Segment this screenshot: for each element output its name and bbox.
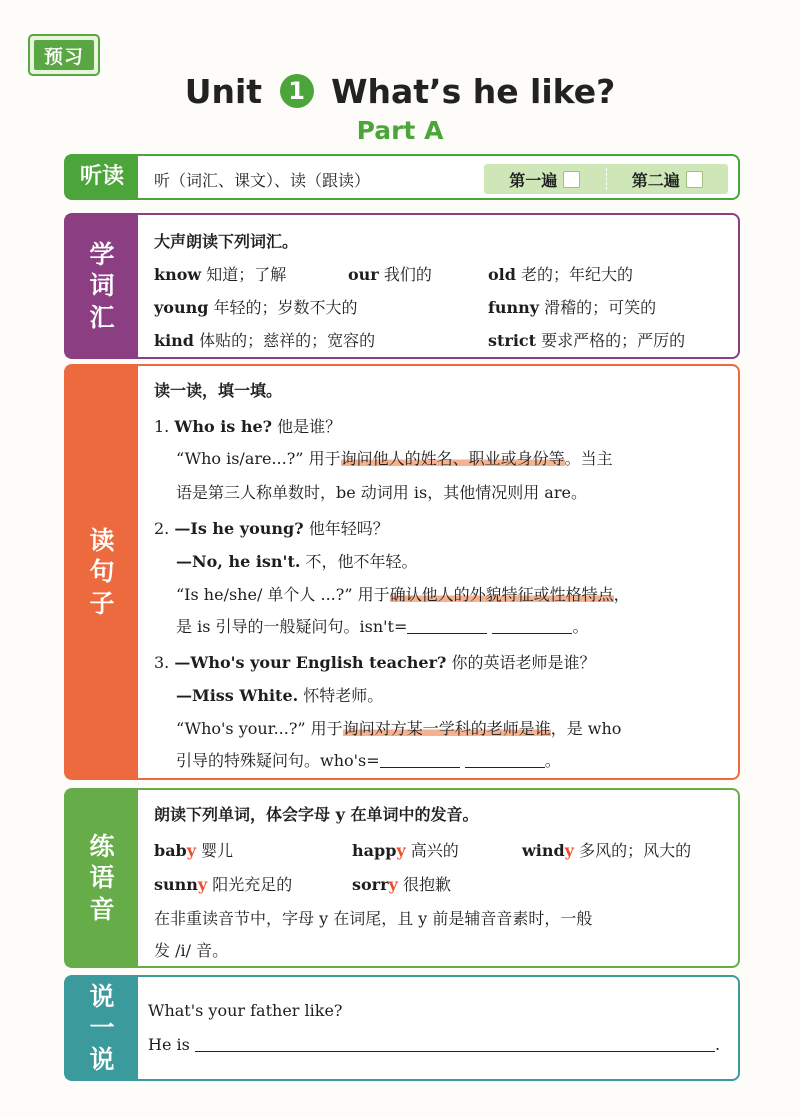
- sentence-3-answer: [176, 683, 383, 706]
- sentence-1-note-line-2: 语是第三人称单数时，be 动词用 is，其他情况则用 are。: [176, 483, 587, 502]
- note-text: “Who is/are...?” 用于: [176, 449, 341, 468]
- note-text: 是 is 引导的一般疑问句。isn't=: [176, 617, 408, 636]
- highlighted-text: 确认他人的外貌特征或性格特点: [389, 585, 614, 604]
- second-pass-label: 第二遍: [631, 170, 680, 190]
- sentence-2-note-line-1: [176, 582, 630, 605]
- sentence-number: 3.: [154, 653, 170, 672]
- phonics-heading: 朗读下列单词，体会字母 y 在单词中的发音。: [154, 805, 479, 824]
- vocabulary-content: [154, 215, 726, 357]
- word-stem: sunn: [154, 875, 198, 894]
- sentence-english: —Miss White.: [176, 686, 299, 705]
- vocab-meaning: 体贴的；慈祥的；宽容的: [199, 331, 376, 350]
- page-title: [0, 72, 800, 111]
- answer-blank[interactable]: [465, 753, 545, 768]
- phonics-rule-line-2: 发 /i/ 音。: [154, 941, 229, 960]
- listen-read-section: [64, 154, 740, 200]
- speaking-answer-blank[interactable]: [195, 1037, 715, 1052]
- first-pass-label: 第一遍: [509, 170, 558, 190]
- phonics-section: [64, 788, 740, 968]
- second-pass-item: [607, 168, 729, 191]
- note-text: 。: [544, 751, 561, 770]
- sentence-chinese: 你的英语老师是谁？: [451, 653, 596, 672]
- speaking-content: [148, 977, 726, 1079]
- vocabulary-heading: 大声朗读下列词汇。: [154, 232, 299, 251]
- phonics-word: [154, 872, 292, 895]
- vocab-word: old: [488, 265, 516, 284]
- sentences-label-char: 子: [89, 588, 115, 618]
- phonics-word: [522, 838, 691, 861]
- sentence-3-note-line-2: [176, 748, 561, 771]
- phonics-word: [352, 838, 459, 861]
- vocab-item: [488, 262, 633, 285]
- vocab-word: funny: [488, 298, 540, 317]
- vocab-meaning: 要求严格的；严厉的: [541, 331, 686, 350]
- speaking-label-char: 一: [89, 1013, 115, 1043]
- answer-blank[interactable]: [407, 619, 487, 634]
- sentence-english: —No, he isn't.: [176, 552, 301, 571]
- vocabulary-label-char: 学: [89, 240, 115, 270]
- word-y-letter: y: [564, 841, 574, 860]
- speaking-label-char: 说: [89, 982, 115, 1012]
- vocab-item: [154, 328, 375, 351]
- unit-number-badge: 1: [280, 74, 314, 108]
- vocab-meaning: 年轻的；岁数不大的: [213, 298, 358, 317]
- phonics-rule-line-1: 在非重读音节中，字母 y 在词尾，且 y 前是辅音音素时，一般: [154, 909, 593, 928]
- vocabulary-label-char: 汇: [89, 302, 115, 332]
- word-meaning: 阳光充足的: [212, 875, 293, 894]
- vocab-word: kind: [154, 331, 194, 350]
- vocab-item: [488, 328, 685, 351]
- note-text: 。: [572, 617, 589, 636]
- vocab-word: know: [154, 265, 202, 284]
- word-stem: happ: [352, 841, 397, 860]
- phonics-label-char: 练: [89, 832, 115, 862]
- phonics-word: [154, 838, 233, 861]
- second-pass-checkbox[interactable]: [686, 171, 703, 188]
- vocab-item: [154, 262, 286, 285]
- word-stem: sorr: [352, 875, 389, 894]
- first-pass-checkbox[interactable]: [563, 171, 580, 188]
- sentence-chinese: 怀特老师。: [303, 686, 384, 705]
- title-prefix: Unit: [184, 72, 263, 111]
- speaking-question: What's your father like?: [148, 1001, 343, 1020]
- sentence-2-note-line-2: [176, 614, 588, 637]
- sentence-chinese: 他是谁？: [277, 417, 342, 436]
- speaking-section: [64, 975, 740, 1081]
- answer-blank[interactable]: [492, 619, 572, 634]
- note-text: “Who's your...?” 用于: [176, 719, 343, 738]
- note-text: 引导的特殊疑问句。who's=: [176, 751, 380, 770]
- word-meaning: 高兴的: [410, 841, 459, 860]
- page-subtitle: Part A: [356, 116, 444, 145]
- title-suffix: What’s he like?: [331, 72, 616, 111]
- sentences-section: [64, 364, 740, 780]
- note-text: “Is he/she/ 单个人 ...?” 用于: [176, 585, 390, 604]
- note-text: ，是 who: [550, 719, 622, 738]
- sentence-english: Who is he?: [174, 417, 273, 436]
- word-y-letter: y: [186, 841, 197, 860]
- sentence-chinese: 不，他不年轻。: [305, 552, 418, 571]
- vocab-item: [154, 295, 358, 318]
- sentences-label-char: 句: [89, 557, 115, 587]
- sentence-2-answer: [176, 549, 418, 572]
- phonics-content: [154, 790, 726, 966]
- vocab-word: strict: [488, 331, 537, 350]
- vocab-word: our: [348, 265, 379, 284]
- preview-badge-label: 预习: [34, 40, 94, 70]
- phonics-label: [66, 790, 138, 966]
- vocab-item: [488, 295, 656, 318]
- speaking-label: [66, 977, 138, 1079]
- sentence-3-note-line-1: [176, 716, 621, 739]
- highlighted-text: 询问对方某一学科的老师是谁: [342, 719, 551, 738]
- first-pass-item: [484, 168, 606, 191]
- sentence-1: [154, 414, 341, 437]
- sentences-label: [66, 366, 138, 778]
- word-y-letter: y: [197, 875, 208, 894]
- sentence-english: —Is he young?: [174, 519, 304, 538]
- sentences-heading: 读一读，填一填。: [154, 381, 283, 400]
- vocab-word: young: [154, 298, 209, 317]
- speaking-label-char: 说: [89, 1044, 115, 1074]
- vocab-meaning: 知道；了解: [206, 265, 287, 284]
- speaking-answer-end: .: [714, 1035, 721, 1054]
- word-y-letter: y: [388, 875, 398, 894]
- listen-read-label: 听读: [66, 156, 138, 198]
- answer-blank[interactable]: [380, 753, 460, 768]
- word-meaning: 很抱歉: [402, 875, 451, 894]
- word-meaning: 婴儿: [201, 841, 234, 860]
- speaking-answer-prefix: He is: [148, 1035, 190, 1054]
- sentence-number: 2.: [154, 519, 170, 538]
- vocab-meaning: 滑稽的；可笑的: [544, 298, 657, 317]
- note-text: ，: [613, 585, 630, 604]
- sentence-2-question: [154, 516, 389, 539]
- vocabulary-label-char: 词: [89, 271, 115, 301]
- vocab-meaning: 老的；年纪大的: [521, 265, 634, 284]
- vocab-meaning: 我们的: [383, 265, 432, 284]
- word-meaning: 多风的；风大的: [579, 841, 692, 860]
- preview-badge: [28, 34, 100, 76]
- word-y-letter: y: [396, 841, 406, 860]
- vocabulary-section: [64, 213, 740, 359]
- vocab-item: [348, 262, 432, 285]
- word-stem: bab: [154, 841, 187, 860]
- sentence-3-question: [154, 650, 596, 673]
- highlighted-text: 询问他人的姓名、职业或身份等: [340, 449, 565, 468]
- word-stem: wind: [522, 841, 565, 860]
- progress-checklist: [484, 164, 728, 194]
- sentences-content: [154, 366, 726, 778]
- sentence-1-note-line-1: [176, 446, 613, 469]
- vocabulary-label: [66, 215, 138, 357]
- speaking-answer-line: [148, 1035, 720, 1054]
- sentence-chinese: 他年轻吗？: [308, 519, 389, 538]
- listen-read-text: 听（词汇、课文）、读（跟读）: [154, 171, 371, 190]
- phonics-label-char: 音: [89, 894, 115, 924]
- sentence-english: —Who's your English teacher?: [174, 653, 447, 672]
- sentences-label-char: 读: [89, 526, 115, 556]
- note-text: 。当主: [564, 449, 613, 468]
- phonics-word: [352, 872, 451, 895]
- sentence-number: 1.: [154, 417, 170, 436]
- phonics-label-char: 语: [89, 863, 115, 893]
